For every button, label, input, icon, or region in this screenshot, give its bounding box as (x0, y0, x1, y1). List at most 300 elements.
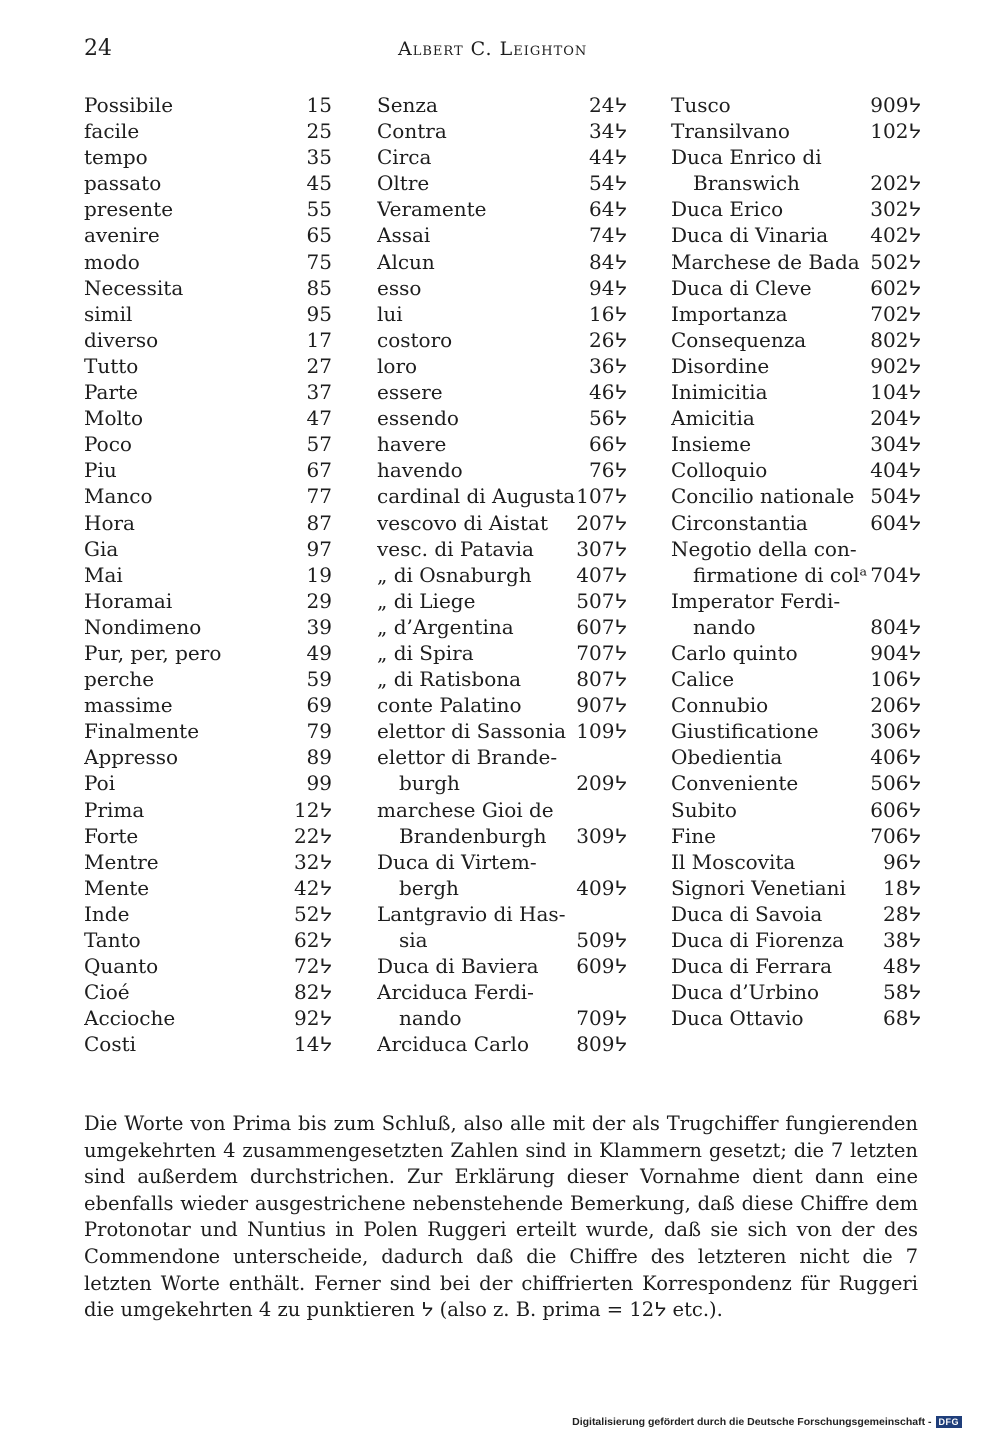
cipher-word: costoro (377, 327, 453, 352)
cipher-word: esso (377, 275, 422, 300)
cipher-word: Il Moscovita (671, 849, 796, 874)
cipher-entry (377, 797, 627, 823)
cipher-number: 55 (306, 197, 332, 222)
cipher-word: Brandenburgh (399, 823, 547, 848)
cipher-word: vescovo di Aistat (377, 510, 548, 535)
cipher-number: 42ᔭ (294, 875, 332, 900)
cipher-entry (377, 640, 627, 666)
cipher-entry (671, 927, 921, 953)
cipher-word: Obedientia (671, 745, 783, 770)
cipher-word: Pur, per, pero (84, 640, 222, 665)
cipher-entry (671, 953, 921, 979)
cipher-word: Marchese de Bada (671, 249, 860, 274)
paragraph-text: Die Worte von Prima bis zum Schluß, also alle mit der als Trugchiffer fungierenden umgekehrten 4 zusammengesetzten Zahlen sind in Klammern gesetzt; die 7 letzten sind außerdem durchstrichen. Zur Erklärung dieser Vornahme dient dann eine ebenfalls wieder ausgestrichene nebenstehende Bemerkung, daß diese Chiffre dem Protonotar und Nuntius in Polen Ruggeri erteilt wurde, daß sie sich von der des Commendone unterscheide, dadurch daß die Chiffre des letzteren nicht die 7 letzten Worte enthält. Ferner sind bei der chiffrierten Korrespondenz für Ruggeri die umgekehrten 4 zu punktieren ᔭ (also z. B. prima = 12ᔭ etc.). (84, 1112, 918, 1322)
cipher-entry (84, 301, 332, 327)
page-number: 24 (84, 36, 112, 61)
cipher-number: 59 (306, 667, 332, 692)
cipher-word: Insieme (671, 432, 752, 457)
cipher-entry (377, 692, 627, 718)
cipher-entry (671, 614, 921, 640)
cipher-number: 106ᔭ (870, 667, 921, 692)
cipher-word: Duca d’Urbino (671, 980, 820, 1005)
cipher-column-3 (671, 92, 921, 1031)
cipher-entry (84, 979, 332, 1005)
cipher-number: 206ᔭ (870, 693, 921, 718)
cipher-number: 102ᔭ (870, 119, 921, 144)
cipher-number: 802ᔭ (870, 327, 921, 352)
cipher-number: 29 (306, 588, 332, 613)
cipher-entry (377, 614, 627, 640)
cipher-word: Branswich (693, 171, 800, 196)
cipher-number: 604ᔭ (870, 510, 921, 535)
cipher-word: loro (377, 353, 418, 378)
cipher-number: 67 (306, 458, 332, 483)
cipher-number: 58ᔭ (883, 980, 921, 1005)
cipher-word: modo (84, 249, 140, 274)
cipher-number: 76ᔭ (589, 458, 627, 483)
cipher-number: 84ᔭ (589, 249, 627, 274)
cipher-word: Negotio della con- (671, 536, 857, 561)
cipher-word: Amicitia (671, 406, 755, 431)
cipher-word: Veramente (377, 197, 487, 222)
cipher-word: Poco (84, 432, 132, 457)
cipher-word: Tanto (84, 928, 141, 952)
cipher-entry (377, 666, 627, 692)
cipher-entry (84, 927, 332, 953)
cipher-entry (84, 770, 332, 796)
cipher-number: 36ᔭ (589, 353, 627, 378)
cipher-number: 34ᔭ (589, 119, 627, 144)
cipher-entry (84, 1005, 332, 1031)
cipher-entry (377, 249, 627, 275)
cipher-word: Disordine (671, 353, 770, 378)
cipher-entry (671, 457, 921, 483)
cipher-entry (671, 562, 921, 588)
cipher-entry (671, 353, 921, 379)
cipher-word: cardinal di Augusta (377, 484, 576, 509)
cipher-number: 46ᔭ (589, 380, 627, 405)
cipher-word: Signori Venetiani (671, 875, 846, 900)
cipher-number: 706ᔭ (870, 823, 921, 848)
cipher-entry (377, 562, 627, 588)
cipher-word: Fine (671, 823, 716, 848)
cipher-entry (671, 744, 921, 770)
cipher-number: 75 (306, 249, 332, 274)
cipher-number: 307ᔭ (576, 536, 627, 561)
cipher-entry (671, 222, 921, 248)
cipher-number: 94ᔭ (589, 275, 627, 300)
cipher-entry (377, 483, 627, 509)
cipher-entry (84, 170, 332, 196)
cipher-word: havere (377, 432, 447, 457)
cipher-word: elettor di Brande- (377, 745, 558, 770)
cipher-number: 89 (306, 745, 332, 770)
cipher-number: 74ᔭ (589, 223, 627, 248)
cipher-number: 12ᔭ (294, 797, 332, 822)
cipher-number: 64ᔭ (589, 197, 627, 222)
cipher-entry (377, 927, 627, 953)
cipher-entry (671, 692, 921, 718)
cipher-number: 304ᔭ (870, 432, 921, 457)
cipher-entry (84, 718, 332, 744)
cipher-entry (671, 823, 921, 849)
cipher-entry (84, 640, 332, 666)
cipher-entry (671, 379, 921, 405)
cipher-entry (377, 510, 627, 536)
cipher-word: Circonstantia (671, 510, 808, 535)
explanatory-paragraph (84, 1111, 918, 1324)
cipher-word: vesc. di Patavia (377, 536, 534, 561)
cipher-number: 402ᔭ (870, 223, 921, 248)
cipher-number: 17 (306, 327, 332, 352)
cipher-word: Mai (84, 562, 123, 587)
cipher-number: 62ᔭ (294, 928, 332, 952)
cipher-number: 204ᔭ (870, 406, 921, 431)
cipher-number: 18ᔭ (883, 875, 921, 900)
cipher-word: Imperator Ferdi- (671, 588, 841, 613)
cipher-entry (84, 353, 332, 379)
cipher-entry (84, 92, 332, 118)
cipher-column-1 (84, 92, 332, 1057)
cipher-entry (377, 405, 627, 431)
cipher-word: Duca di Cleve (671, 275, 812, 300)
cipher-word: Senza (377, 93, 438, 117)
cipher-entry (84, 431, 332, 457)
cipher-word: Transilvano (671, 119, 790, 144)
cipher-word: „ d’Argentina (377, 614, 514, 639)
cipher-word: Duca di Savoia (671, 901, 823, 926)
cipher-entry (377, 431, 627, 457)
cipher-word: Costi (84, 1032, 137, 1057)
cipher-entry (377, 979, 627, 1005)
cipher-word: lui (377, 301, 403, 326)
cipher-word: Tutto (84, 353, 139, 378)
cipher-number: 807ᔭ (576, 667, 627, 692)
cipher-word: Inimicitia (671, 380, 768, 405)
cipher-entry (671, 588, 921, 614)
cipher-entry (377, 588, 627, 614)
cipher-word: Circa (377, 145, 432, 170)
cipher-number: 309ᔭ (576, 823, 627, 848)
cipher-number: 35 (306, 145, 332, 170)
cipher-word: Duca di Virtem- (377, 849, 537, 874)
cipher-number: 39 (306, 614, 332, 639)
cipher-entry (671, 797, 921, 823)
cipher-number: 95 (306, 301, 332, 326)
cipher-number: 27 (306, 353, 332, 378)
cipher-number: 209ᔭ (576, 771, 627, 796)
cipher-entry (84, 901, 332, 927)
cipher-word: „ di Spira (377, 640, 474, 665)
cipher-word: bergh (399, 875, 459, 900)
cipher-word: havendo (377, 458, 463, 483)
cipher-entry (377, 536, 627, 562)
cipher-entry (377, 222, 627, 248)
cipher-word: Subito (671, 797, 737, 822)
cipher-word: Duca Enrico di (671, 145, 822, 170)
cipher-word: Importanza (671, 301, 788, 326)
cipher-word: „ di Liege (377, 588, 476, 613)
cipher-entry (671, 170, 921, 196)
cipher-word: essere (377, 380, 443, 405)
cipher-word: Hora (84, 510, 135, 535)
cipher-number: 87 (306, 510, 332, 535)
cipher-word: Finalmente (84, 719, 200, 744)
cipher-entry (377, 196, 627, 222)
cipher-entry (377, 718, 627, 744)
cipher-entry (84, 692, 332, 718)
cipher-number: 709ᔭ (576, 1006, 627, 1031)
cipher-word: avenire (84, 223, 160, 248)
cipher-entry (377, 144, 627, 170)
cipher-entry (84, 249, 332, 275)
cipher-entry (671, 118, 921, 144)
cipher-word: Gia (84, 536, 119, 561)
cipher-number: 107ᔭ (576, 484, 627, 509)
cipher-word: Duca di Baviera (377, 954, 539, 979)
cipher-word: Mente (84, 875, 150, 900)
cipher-word: firmatione di colᵃ (693, 562, 868, 587)
cipher-number: 56ᔭ (589, 406, 627, 431)
cipher-entry (84, 222, 332, 248)
cipher-number: 45 (306, 171, 332, 196)
cipher-number: 507ᔭ (576, 588, 627, 613)
cipher-number: 907ᔭ (576, 693, 627, 718)
cipher-number: 202ᔭ (870, 171, 921, 196)
cipher-number: 409ᔭ (576, 875, 627, 900)
cipher-entry (84, 953, 332, 979)
cipher-word: Giustificatione (671, 719, 819, 744)
cipher-entry (377, 1031, 627, 1057)
cipher-entry (671, 849, 921, 875)
cipher-number: 22ᔭ (294, 823, 332, 848)
cipher-entry (377, 875, 627, 901)
cipher-entry (377, 301, 627, 327)
cipher-column-2 (377, 92, 627, 1057)
cipher-entry (377, 327, 627, 353)
cipher-word: Contra (377, 119, 447, 144)
cipher-entry (671, 249, 921, 275)
cipher-entry (671, 718, 921, 744)
cipher-entry (671, 483, 921, 509)
cipher-word: Mentre (84, 849, 159, 874)
cipher-word: Assai (377, 223, 431, 248)
cipher-word: perche (84, 667, 155, 692)
cipher-word: presente (84, 197, 174, 222)
cipher-entry (671, 327, 921, 353)
cipher-word: diverso (84, 327, 159, 352)
cipher-number: 909ᔭ (870, 93, 921, 117)
cipher-number: 509ᔭ (576, 928, 627, 952)
cipher-number: 82ᔭ (294, 980, 332, 1005)
footer-text: Digitalisierung gefördert durch die Deutsche Forschungsgemeinschaft - (572, 1416, 932, 1428)
cipher-entry (84, 457, 332, 483)
cipher-entry (671, 196, 921, 222)
cipher-number: 407ᔭ (576, 562, 627, 587)
cipher-word: Alcun (377, 249, 435, 274)
cipher-entry (671, 536, 921, 562)
cipher-number: 54ᔭ (589, 171, 627, 196)
cipher-entry (377, 118, 627, 144)
cipher-number: 19 (306, 562, 332, 587)
cipher-number: 104ᔭ (870, 380, 921, 405)
cipher-entry (84, 275, 332, 301)
cipher-entry (84, 379, 332, 405)
cipher-number: 902ᔭ (870, 353, 921, 378)
cipher-word: Colloquio (671, 458, 768, 483)
cipher-number: 97 (306, 536, 332, 561)
cipher-word: Piu (84, 458, 117, 483)
cipher-number: 607ᔭ (576, 614, 627, 639)
cipher-entry (671, 510, 921, 536)
cipher-number: 702ᔭ (870, 301, 921, 326)
cipher-entry (377, 901, 627, 927)
cipher-entry (671, 979, 921, 1005)
cipher-number: 207ᔭ (576, 510, 627, 535)
cipher-number: 32ᔭ (294, 849, 332, 874)
cipher-entry (377, 457, 627, 483)
cipher-number: 404ᔭ (870, 458, 921, 483)
cipher-word: Necessita (84, 275, 184, 300)
cipher-number: 26ᔭ (589, 327, 627, 352)
cipher-word: Arciduca Carlo (377, 1032, 529, 1057)
cipher-word: massime (84, 693, 173, 718)
cipher-word: Cioé (84, 980, 130, 1005)
cipher-word: Tusco (671, 93, 731, 117)
cipher-number: 52ᔭ (294, 901, 332, 926)
cipher-word: „ di Osnaburgh (377, 562, 532, 587)
cipher-entry (84, 510, 332, 536)
cipher-number: 24ᔭ (589, 93, 627, 117)
cipher-entry (671, 640, 921, 666)
cipher-word: sia (399, 928, 428, 952)
cipher-entry (377, 770, 627, 796)
cipher-number: 506ᔭ (870, 771, 921, 796)
cipher-number: 79 (306, 719, 332, 744)
cipher-entry (377, 379, 627, 405)
cipher-entry (377, 353, 627, 379)
cipher-word: Poi (84, 771, 116, 796)
cipher-word: Manco (84, 484, 153, 509)
cipher-number: 44ᔭ (589, 145, 627, 170)
cipher-number: 804ᔭ (870, 614, 921, 639)
cipher-number: 68ᔭ (883, 1006, 921, 1031)
cipher-entry (84, 1031, 332, 1057)
cipher-entry (84, 875, 332, 901)
cipher-word: Oltre (377, 171, 430, 196)
cipher-word: Carlo quinto (671, 640, 798, 665)
cipher-number: 37 (306, 380, 332, 405)
running-title: Albert C. Leighton (398, 38, 588, 60)
cipher-word: facile (84, 119, 140, 144)
cipher-number: 85 (306, 275, 332, 300)
cipher-word: Prima (84, 797, 145, 822)
cipher-word: nando (399, 1006, 462, 1031)
cipher-entry (84, 536, 332, 562)
cipher-number: 92ᔭ (294, 1006, 332, 1031)
cipher-entry (84, 327, 332, 353)
cipher-number: 609ᔭ (576, 954, 627, 979)
cipher-word: Duca Ottavio (671, 1006, 804, 1031)
cipher-number: 109ᔭ (576, 719, 627, 744)
cipher-entry (671, 301, 921, 327)
cipher-word: Inde (84, 901, 130, 926)
cipher-entry (377, 953, 627, 979)
cipher-number: 69 (306, 693, 332, 718)
cipher-word: Parte (84, 380, 138, 405)
cipher-number: 47 (306, 406, 332, 431)
cipher-number: 48ᔭ (883, 954, 921, 979)
cipher-entry (377, 170, 627, 196)
cipher-entry (671, 275, 921, 301)
cipher-word: Forte (84, 823, 139, 848)
cipher-word: elettor di Sassonia (377, 719, 567, 744)
cipher-entry (84, 562, 332, 588)
cipher-number: 77 (306, 484, 332, 509)
cipher-entry (84, 405, 332, 431)
cipher-word: Duca Erico (671, 197, 784, 222)
cipher-entry (671, 901, 921, 927)
cipher-word: Concilio nationale (671, 484, 855, 509)
cipher-entry (377, 823, 627, 849)
cipher-number: 302ᔭ (870, 197, 921, 222)
cipher-word: essendo (377, 406, 459, 431)
cipher-number: 14ᔭ (294, 1032, 332, 1057)
cipher-number: 28ᔭ (883, 901, 921, 926)
cipher-number: 502ᔭ (870, 249, 921, 274)
cipher-word: Molto (84, 406, 143, 431)
cipher-word: Duca di Vinaria (671, 223, 829, 248)
cipher-word: Conveniente (671, 771, 799, 796)
cipher-entry (377, 92, 627, 118)
cipher-entry (377, 849, 627, 875)
cipher-word: marchese Gioi de (377, 797, 554, 822)
cipher-word: Accioche (84, 1006, 176, 1031)
cipher-number: 504ᔭ (870, 484, 921, 509)
cipher-entry (377, 275, 627, 301)
cipher-word: Consequenza (671, 327, 807, 352)
cipher-word: Appresso (84, 745, 179, 770)
cipher-number: 602ᔭ (870, 275, 921, 300)
cipher-word: Calice (671, 667, 735, 692)
dfg-logo: DFG (936, 1416, 963, 1428)
cipher-number: 306ᔭ (870, 719, 921, 744)
footer (572, 1416, 962, 1428)
cipher-entry (84, 483, 332, 509)
cipher-number: 38ᔭ (883, 928, 921, 952)
cipher-word: Duca di Fiorenza (671, 928, 845, 952)
cipher-word: burgh (399, 771, 460, 796)
cipher-number: 704ᔭ (870, 562, 921, 587)
cipher-number: 904ᔭ (870, 640, 921, 665)
cipher-entry (671, 875, 921, 901)
cipher-entry (671, 144, 921, 170)
cipher-entry (84, 797, 332, 823)
cipher-entry (671, 92, 921, 118)
cipher-word: „ di Ratisbona (377, 667, 522, 692)
cipher-word: Connubio (671, 693, 769, 718)
cipher-word: Horamai (84, 588, 173, 613)
cipher-word: conte Palatino (377, 693, 522, 718)
cipher-number: 66ᔭ (589, 432, 627, 457)
cipher-number: 72ᔭ (294, 954, 332, 979)
cipher-number: 96ᔭ (883, 849, 921, 874)
cipher-entry (84, 588, 332, 614)
cipher-word: Nondimeno (84, 614, 202, 639)
cipher-entry (84, 744, 332, 770)
cipher-word: tempo (84, 145, 148, 170)
cipher-entry (84, 849, 332, 875)
